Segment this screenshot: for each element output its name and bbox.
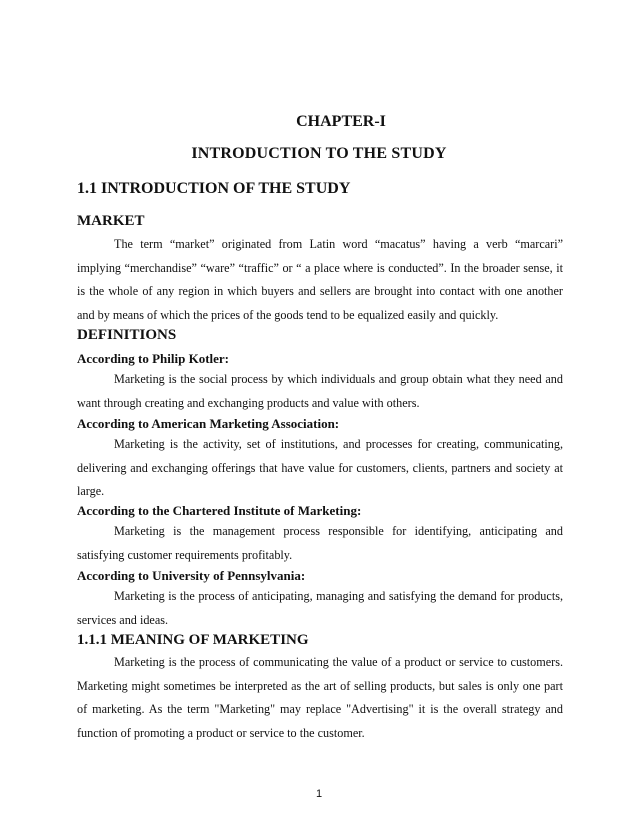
- market-paragraph: The term “market” originated from Latin word “macatus” having a verb “marcari” implying “merchandise” “ware” “traffic” or “ a place where is conducted”. In the broader sense, it is the whole of any region in which buyers and sellers are brought into contact with one another and by means of which the prices of the goods tend to be equalized easily and quickly.: [77, 237, 563, 322]
- page-number: 1: [315, 788, 323, 800]
- meaning-paragraph: Marketing is the process of communicating the value of a product or service to customers. Marketing might sometimes be interpreted as the art of selling products, but sales is only one part of marketing. As the term "Marketing" may replace "Advertising" it is the overall strategy and function of promoting a product or service to the customer.: [77, 655, 563, 740]
- definition-text-kotler: Marketing is the social process by which individuals and group obtain what they need and want through creating and exchanging products and value with others.: [77, 372, 563, 410]
- market-heading: MARKET: [77, 213, 145, 229]
- definition-text-upenn: Marketing is the process of anticipating, managing and satisfying the demand for products, services and ideas.: [77, 589, 563, 627]
- section-heading: 1.1 INTRODUCTION OF THE STUDY: [77, 180, 351, 197]
- definitions-heading: DEFINITIONS: [77, 327, 177, 343]
- definition-source-cim: According to the Chartered Institute of Marketing:: [77, 503, 362, 518]
- definition-text-ama: Marketing is the activity, set of institutions, and processes for creating, communicating, delivering and exchanging offerings that have value for customers, clients, partners and society at large.: [77, 437, 563, 498]
- meaning-heading: 1.1.1 MEANING OF MARKETING: [77, 632, 309, 648]
- definition-source-kotler: According to Philip Kotler:: [77, 351, 230, 366]
- definition-text-cim: Marketing is the management process responsible for identifying, anticipating and satisfying customer requirements profitably.: [77, 524, 563, 562]
- chapter-label: CHAPTER-I: [296, 113, 386, 130]
- definition-source-ama: According to American Marketing Association:: [77, 416, 340, 431]
- definition-source-upenn: According to University of Pennsylvania:: [77, 568, 306, 583]
- chapter-title: INTRODUCTION TO THE STUDY: [191, 145, 447, 162]
